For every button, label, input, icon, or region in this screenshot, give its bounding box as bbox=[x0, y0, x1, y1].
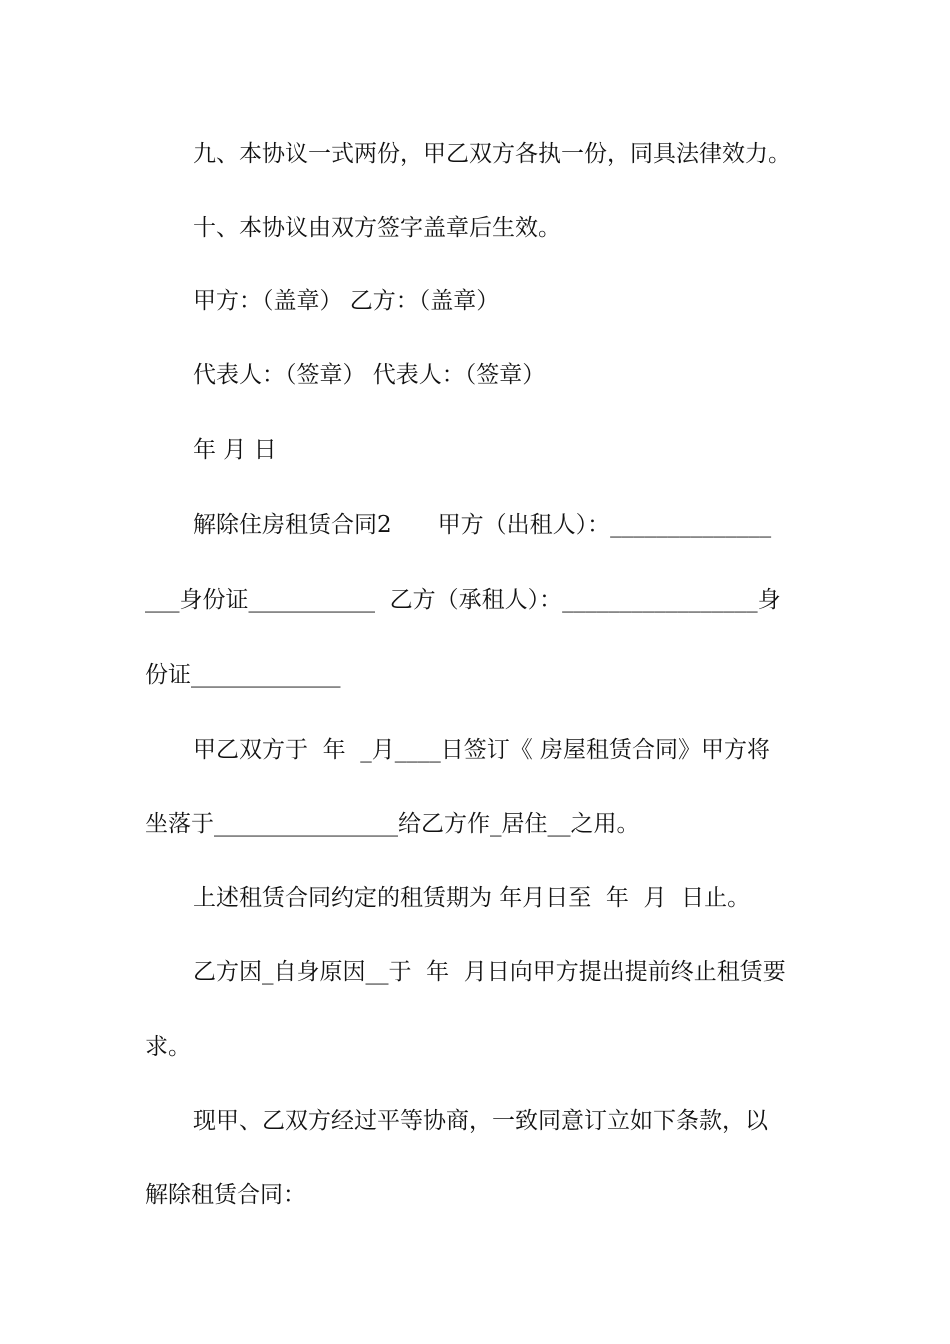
party-seal-line: 甲方：（盖章） 乙方：（盖章） bbox=[193, 288, 500, 314]
party-id-line-cont: 份证_____________ bbox=[145, 662, 341, 688]
contract-heading-line: 解除住房租赁合同2 甲方（出租人）：______________ bbox=[193, 512, 772, 538]
termination-reason-line: 乙方因_自身原因__于 年 月日向甲方提出提前终止租赁要 bbox=[193, 959, 786, 985]
property-location-line: 坐落于________________给乙方作_居住__之用。 bbox=[145, 811, 640, 837]
negotiation-line: 现甲、乙双方经过平等协商，一致同意订立如下条款，以 bbox=[193, 1108, 768, 1134]
termination-reason-line-cont: 求。 bbox=[145, 1034, 191, 1060]
clause-ten: 十、本协议由双方签字盖章后生效。 bbox=[193, 215, 561, 241]
lease-term-line: 上述租赁合同约定的租赁期为 年月日至 年 月 日止。 bbox=[193, 885, 751, 911]
negotiation-line-cont: 解除租赁合同： bbox=[145, 1182, 306, 1208]
party-id-line: ___身份证___________ 乙方（承租人）：_________________身 bbox=[145, 587, 781, 613]
agreement-date-line: 甲乙双方于 年 _月____日签订《 房屋租赁合同》甲方将 bbox=[193, 737, 771, 763]
representative-signature-line: 代表人：（签章） 代表人：（签章） bbox=[193, 362, 546, 388]
clause-nine: 九、本协议一式两份，甲乙双方各执一份，同具法律效力。 bbox=[193, 141, 791, 167]
date-line: 年 月 日 bbox=[193, 437, 277, 463]
